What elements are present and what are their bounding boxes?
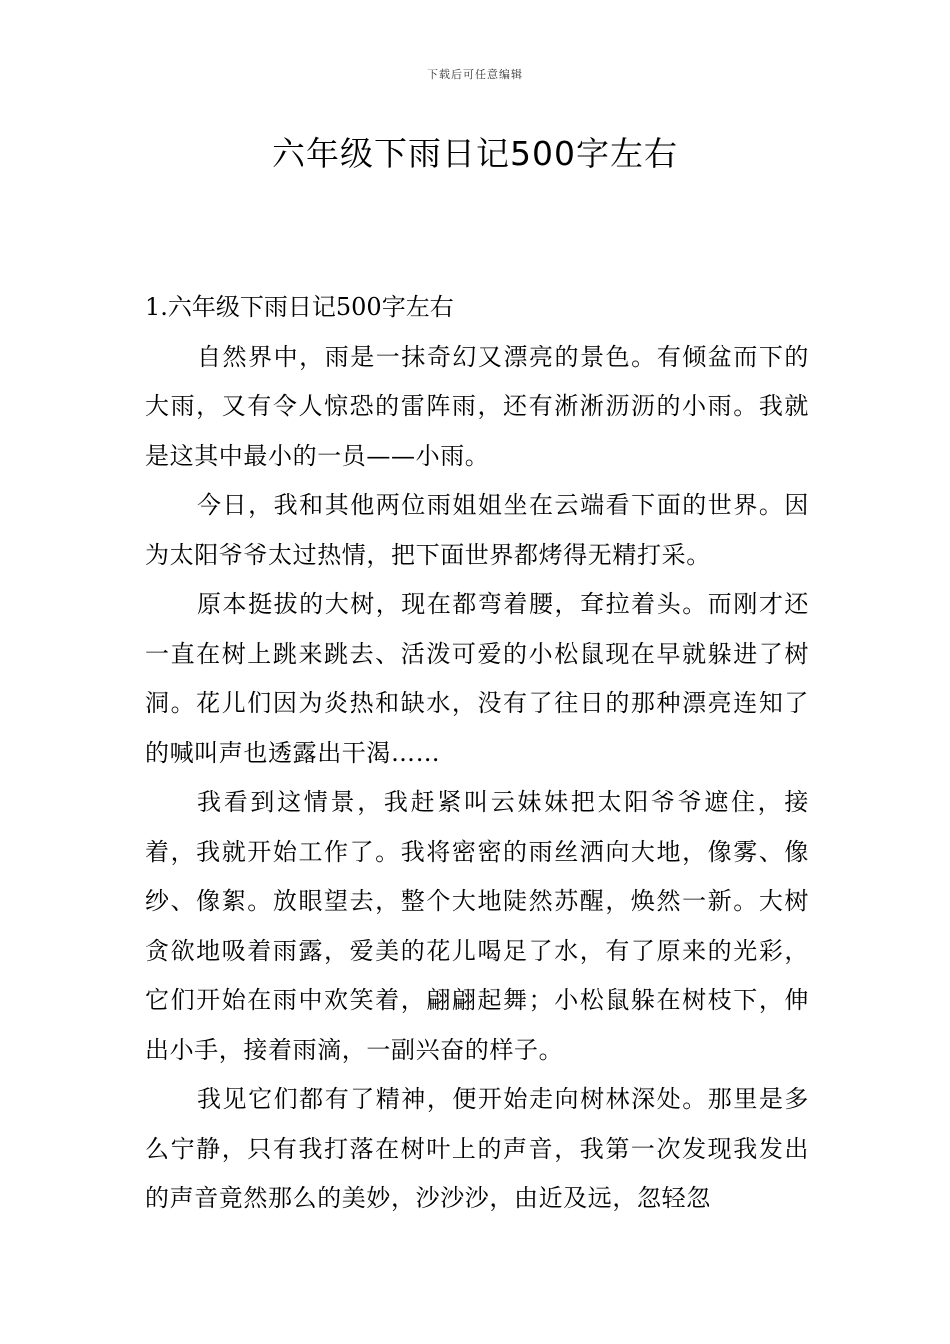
paragraph-4: 我看到这情景，我赶紧叫云妹妹把太阳爷爷遮住，接着，我就开始工作了。我将密密的雨丝洒向大地，像雾、像纱、像絮。放眼望去，整个大地陡然苏醒，焕然一新。大树贪欲地吸着雨露，爱美的花儿喝足了水，有了原来的光彩，它们开始在雨中欢笑着，翩翩起舞；小松鼠躲在树枝下，伸出小手，接着雨滴，一副兴奋的样子。: [145, 788, 809, 1064]
document-title: 六年级下雨日记500字左右: [272, 134, 678, 173]
header-note: 下载后可任意编辑: [427, 68, 523, 81]
paragraph-3: 原本挺拔的大树，现在都弯着腰，耷拉着头。而刚才还一直在树上跳来跳去、活泼可爱的小松鼠现在早就躲进了树洞。花儿们因为炎热和缺水，没有了往日的那种漂亮连知了的喊叫声也透露出干渴……: [145, 590, 809, 767]
paragraph-2: 今日，我和其他两位雨姐姐坐在云端看下面的世界。因为太阳爷爷太过热情，把下面世界都烤得无精打采。: [145, 491, 809, 569]
section-heading: 1.六年级下雨日记500字左右: [145, 293, 454, 321]
document-body: [145, 283, 809, 1224]
paragraph-5: 我见它们都有了精神，便开始走向树林深处。那里是多么宁静，只有我打落在树叶上的声音，我第一次发现我发出的声音竟然那么的美妙，沙沙沙，由近及远，忽轻忽: [145, 1085, 809, 1212]
paragraph-1: 自然界中，雨是一抹奇幻又漂亮的景色。有倾盆而下的大雨，又有令人惊恐的雷阵雨，还有淅淅沥沥的小雨。我就是这其中最小的一员——小雨。: [145, 342, 809, 470]
